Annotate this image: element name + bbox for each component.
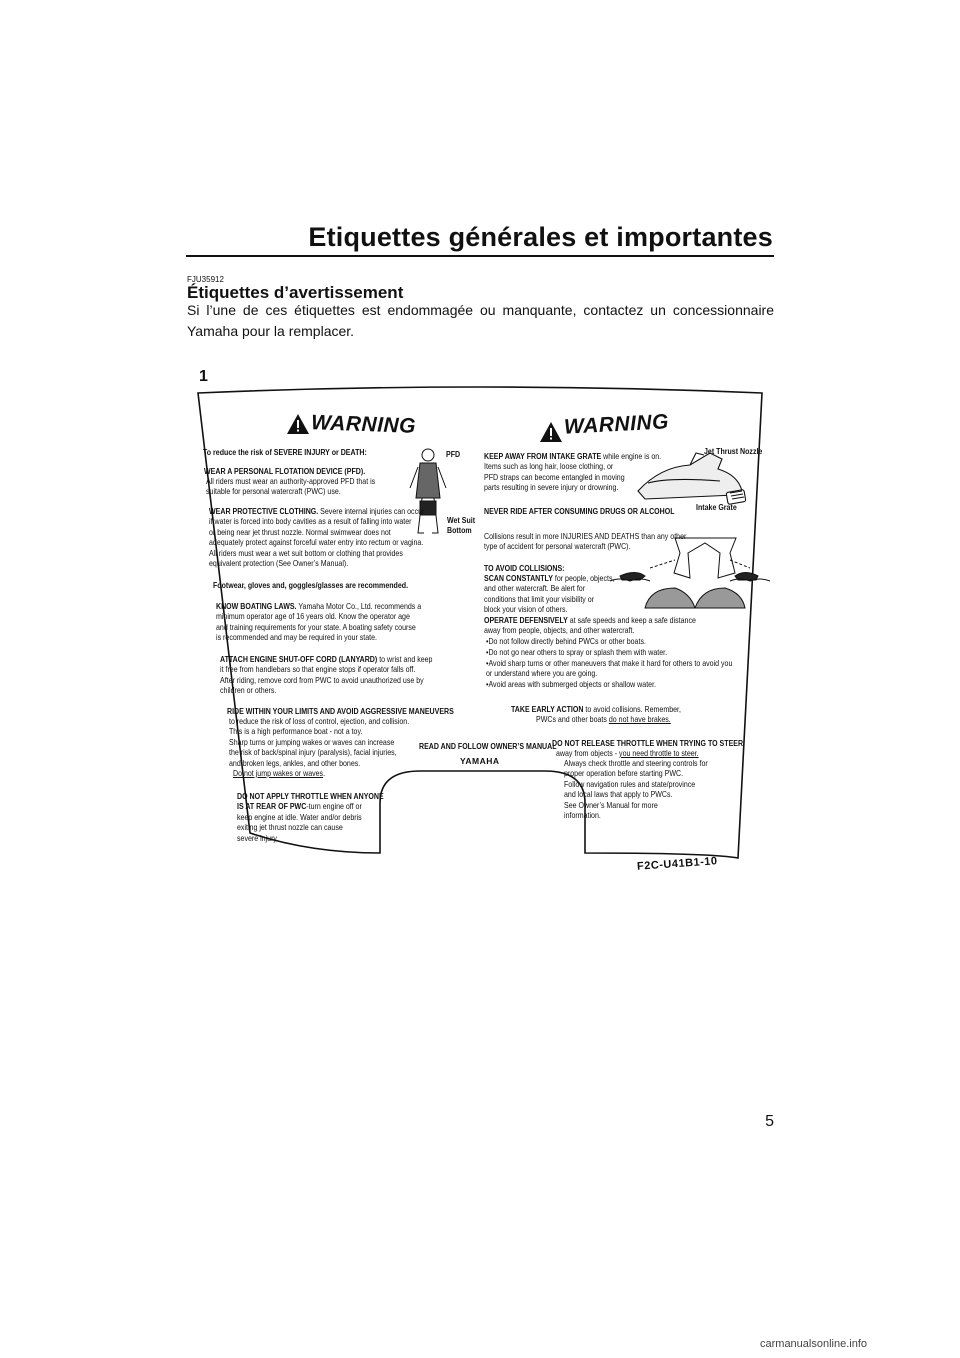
avoid-collisions-title: TO AVOID COLLISIONS: bbox=[484, 563, 565, 573]
early-action-warning: TAKE EARLY ACTION to avoid collisions. Remember, bbox=[511, 704, 681, 714]
release-throttle-line: away from objects - you need throttle to steer. bbox=[556, 748, 699, 758]
wet-suit-label: Wet Suit Bottom bbox=[447, 515, 476, 536]
read-manual-note: READ AND FOLLOW OWNER’S MANUAL bbox=[419, 741, 557, 751]
bullet-follow: •Do not follow directly behind PWCs or other boats. bbox=[486, 636, 646, 646]
warning-heading-left: WARNING bbox=[310, 411, 417, 438]
footer-watermark: carmanualsonline.info bbox=[760, 1338, 868, 1350]
warning-triangle-icon bbox=[539, 421, 563, 443]
operate-defensively-warning: OPERATE DEFENSIVELY at safe speeds and keep a safe distance away from people, objects, and other watercraft. bbox=[484, 615, 696, 636]
section-title: Étiquettes d’avertissement bbox=[187, 283, 404, 302]
warning-triangle-icon bbox=[286, 413, 310, 435]
title-rule bbox=[186, 255, 774, 257]
pfd-label: PFD bbox=[446, 449, 461, 459]
collisions-warning: Collisions result in more INJURIES AND DEATHS than any other type of accident for personal watercraft (PWC). bbox=[484, 531, 687, 552]
drugs-warning: NEVER RIDE AFTER CONSUMING DRUGS OR ALCOHOL bbox=[484, 506, 675, 516]
ride-within-limits-warning: RIDE WITHIN YOUR LIMITS AND AVOID AGGRESSIVE MANEUVERS bbox=[227, 706, 454, 716]
pfd-warning-body: All riders must wear an authority-approved PFD that is suitable for personal watercraft (PWC) use. bbox=[206, 476, 376, 497]
shutoff-cord-warning: ATTACH ENGINE SHUT-OFF CORD (LANYARD) to wrist and keep it free from handlebars so that engine stops if operator falls off. After riding, remove cord from PWC to avoid unauthorized use by children or others. bbox=[220, 654, 433, 696]
part-code: F2C-U41B1-10 bbox=[636, 855, 718, 873]
jump-wakes-warning: Do not jump wakes or waves. bbox=[233, 768, 326, 778]
no-brakes-warning: PWCs and other boats do not have brakes. bbox=[536, 714, 671, 724]
rear-throttle-warning: DO NOT APPLY THROTTLE WHEN ANYONE IS AT REAR OF PWC-turn engine off or keep engine at idle. Water and/or debris exiting jet thrust nozzle can cause severe injury. bbox=[237, 791, 384, 843]
footwear-note: Footwear, gloves and, goggles/glasses are recommended. bbox=[213, 580, 409, 590]
left-intro: To reduce the risk of SEVERE INJURY or DEATH: bbox=[203, 447, 367, 457]
bullet-spray: •Do not go near others to spray or splash them with water. bbox=[486, 647, 668, 657]
warning-heading-right: WARNING bbox=[563, 410, 670, 439]
release-throttle-warning: DO NOT RELEASE THROTTLE WHEN TRYING TO STEER bbox=[552, 738, 744, 748]
pfd-warning: WEAR A PERSONAL FLOTATION DEVICE (PFD). bbox=[204, 466, 366, 476]
yamaha-logo: YAMAHA bbox=[460, 756, 500, 766]
section-code: FJU35912 bbox=[187, 275, 224, 284]
clothing-warning: WEAR PROTECTIVE CLOTHING. Severe internal injuries can occur if water is forced into body cavities as a result of falling into water or being near jet thrust nozzle. Normal swimwear does not adequately protect against forceful water entry into rectum or vagina. All riders must wear a wet suit bottom or clothing that provides equivalent protection (See Owner’s Manual). bbox=[209, 506, 425, 569]
ride-within-limits-body: to reduce the risk of loss of control, ejection, and collision. This is a high performance boat - not a toy. Sharp turns or jumping wakes or waves can increase the risk of back/spinal injury (paralysis), facial injuries, and broken legs, ankles, and other bones. bbox=[229, 716, 410, 768]
bullet-submerged: •Avoid areas with submerged objects or shallow water. bbox=[486, 679, 656, 689]
page-number: 5 bbox=[765, 1113, 774, 1130]
scan-constantly-warning: SCAN CONSTANTLY for people, objects, and other watercraft. Be alert for conditions that limit your visibility or block your vision of others. bbox=[484, 573, 615, 615]
jet-nozzle-label: Jet Thrust Nozzle bbox=[704, 446, 763, 456]
intake-grate-warning: KEEP AWAY FROM INTAKE GRATE while engine is on. Items such as long hair, loose clothing, or PFD straps can become entangled in moving parts resulting in severe injury or drowning. bbox=[484, 451, 662, 493]
release-throttle-body: Always check throttle and steering controls for proper operation before starting PWC. Follow navigation rules and state/province and local laws that apply to PWCs. See Owner’s Manual for more information. bbox=[564, 758, 708, 821]
intake-grate-label: Intake Grate bbox=[696, 502, 737, 512]
figure-number: 1 bbox=[199, 368, 208, 385]
intro-paragraph: Si l’une de ces étiquettes est endommagée ou manquante, contactez un concessionnaire Yamaha pour la remplacer. bbox=[187, 302, 774, 339]
page-title: Etiquettes générales et importantes bbox=[308, 222, 773, 252]
bullet-sharp-turns: •Avoid sharp turns or other maneuvers that make it hard for others to avoid you or understand where you are going. bbox=[486, 658, 733, 679]
boating-laws-warning: KNOW BOATING LAWS. Yamaha Motor Co., Ltd. recommends a minimum operator age of 16 years old. Know the operator age and training requirements for your state. A boating safety course is recommended and may be required in your state. bbox=[216, 601, 422, 643]
